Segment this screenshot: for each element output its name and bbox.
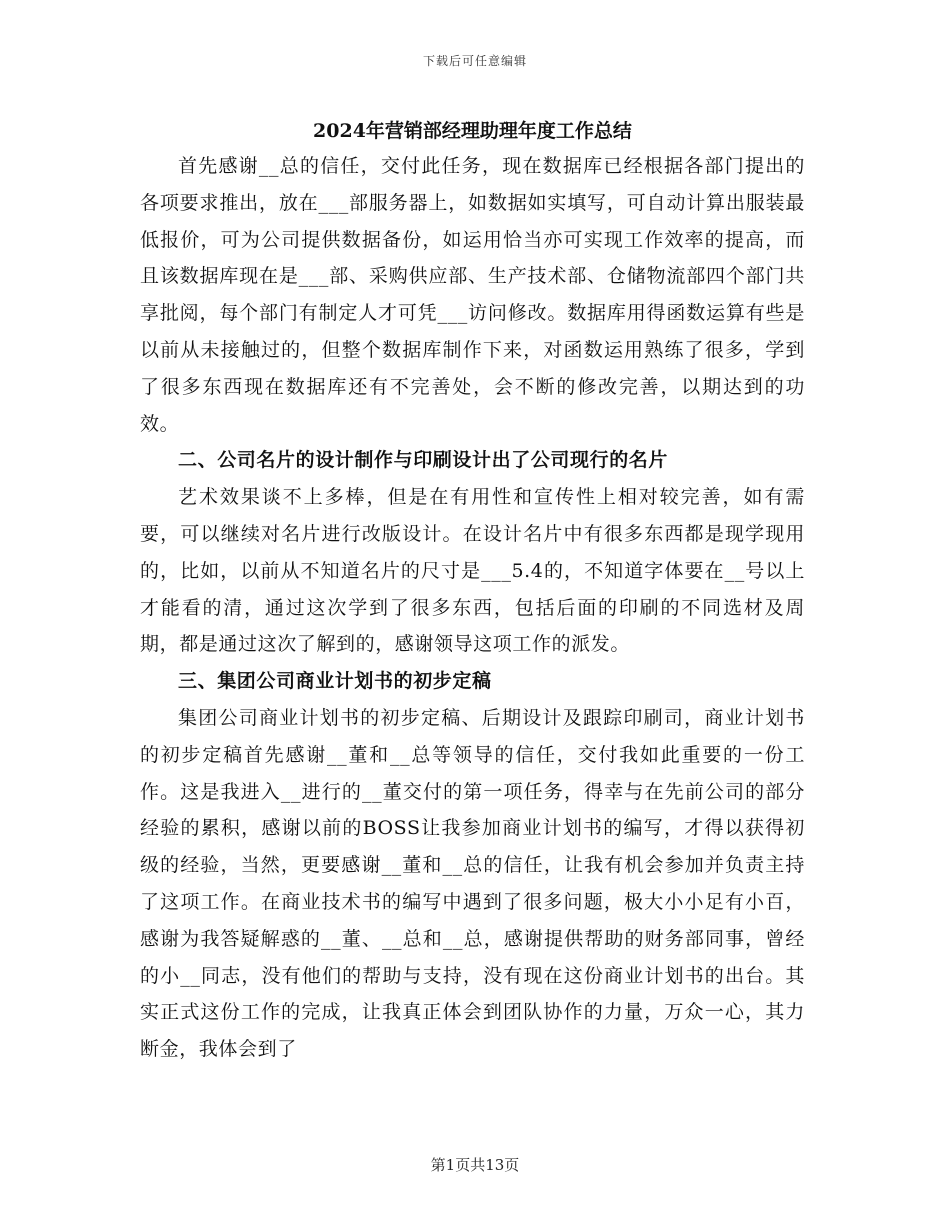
- document-body: [140, 110, 805, 1068]
- paragraph-business-plan: 集团公司商业计划书的初步定稿、后期设计及跟踪印刷司，商业计划书的初步定稿首先感谢__董和__总等领导的信任，交付我如此重要的一份工作。这是我进入__进行的__董交付的第一项任务，得幸与在先前公司的部分经验的累积，感谢以前的BOSS让我参加商业计划书的编写，才得以获得初级的经验，当然，更要感谢__董和__总的信任，让我有机会参加并负责主持了这项工作。在商业技术书的编写中遇到了很多问题，极大小小足有小百，感谢为我答疑解惑的__董、__总和__总，感谢提供帮助的财务部同事，曾经的小__同志，没有他们的帮助与支持，没有现在这份商业计划书的出台。其实正式这份工作的完成，让我真正体会到团队协作的力量，万众一心，其力断金，我体会到了: [140, 706, 805, 1061]
- page-footer-page-number: 第1页共13页: [430, 1156, 520, 1174]
- section-heading-business-card: 二、公司名片的设计制作与印刷设计出了公司现行的名片: [178, 449, 669, 472]
- paragraph-database: 首先感谢__总的信任，交付此任务，现在数据库已经根据各部门提出的各项要求推出，放在___部服务器上，如数据如实填写，可自动计算出服装最低报价，可为公司提供数据备份，如运用恰当亦可实现工作效率的提高，而且该数据库现在是___部、采购供应部、生产技术部、仓储物流部四个部门共享批阅，每个部门有制定人才可凭___访问修改。数据库用得函数运算有些是以前从未接触过的，但整个数据库制作下来，对函数运用熟练了很多，学到了很多东西现在数据库还有不完善处，会不断的修改完善，以期达到的功效。: [140, 155, 805, 435]
- section-heading-business-plan: 三、集团公司商业计划书的初步定稿: [178, 670, 492, 693]
- document-title: 2024年营销部经理助理年度工作总结: [313, 120, 632, 142]
- paragraph-business-card: 艺术效果谈不上多棒，但是在有用性和宣传性上相对较完善，如有需要，可以继续对名片进行改版设计。在设计名片中有很多东西都是现学现用的，比如，以前从不知道名片的尺寸是___5.4的，不知道字体要在__号以上才能看的清，通过这次学到了很多东西，包括后面的印刷的不同选材及周期，都是通过这次了解到的，感谢领导这项工作的派发。: [140, 486, 805, 656]
- page-header-note: 下载后可任意编辑: [422, 54, 527, 68]
